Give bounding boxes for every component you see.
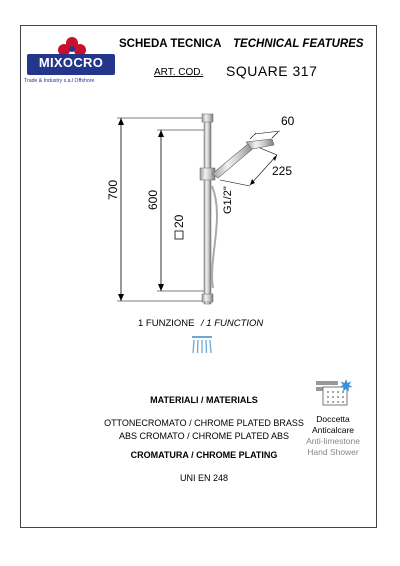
function-label-it: 1 FUNZIONE — [138, 318, 195, 329]
title-italian: SCHEDA TECNICA — [119, 38, 222, 50]
hand-shower — [212, 144, 256, 178]
dim-20-label: 20 — [172, 214, 186, 228]
function-label-en: / 1 FUNCTION — [201, 318, 264, 329]
anti-limestone-line-3: Anti-limestone — [306, 436, 360, 446]
material-line-2: ABS CROMATO / CHROME PLATED ABS — [118, 431, 290, 441]
title-english: TECHNICAL FEATURES — [233, 38, 364, 50]
hose — [212, 186, 217, 288]
logo-subtitle: Trade & Industry s.a.l Offshore — [24, 78, 95, 84]
dim-700-label: 700 — [106, 179, 120, 200]
article-code: SQUARE 317 — [226, 63, 318, 79]
slide-bar — [204, 116, 211, 304]
plating-text: CROMATURA / CHROME PLATING — [130, 450, 278, 460]
dim-thread-label: G1/2" — [222, 186, 234, 214]
art-code-label: ART. COD. — [154, 67, 204, 78]
shower-spray-icon — [191, 335, 213, 355]
material-line-1: OTTONECROMATO / CHROME PLATED BRASS — [104, 418, 304, 428]
technical-drawing — [100, 108, 310, 308]
square-symbol — [175, 231, 183, 239]
anti-limestone-line-4: Hand Shower — [307, 447, 359, 457]
norm-text: UNI EN 248 — [179, 473, 229, 483]
anti-limestone-line-1: Doccetta — [316, 414, 350, 424]
dim-600-label: 600 — [146, 189, 160, 210]
brand-logo — [24, 33, 120, 93]
dim-225-label: 225 — [272, 164, 293, 178]
logo-text: MIXOCRO — [38, 55, 104, 70]
anti-limestone-showerhead-icon — [313, 377, 355, 407]
materials-title: MATERIALI / MATERIALS — [150, 395, 258, 405]
dim-60-label: 60 — [281, 114, 295, 128]
anti-limestone-line-2: Anticalcare — [311, 425, 355, 435]
